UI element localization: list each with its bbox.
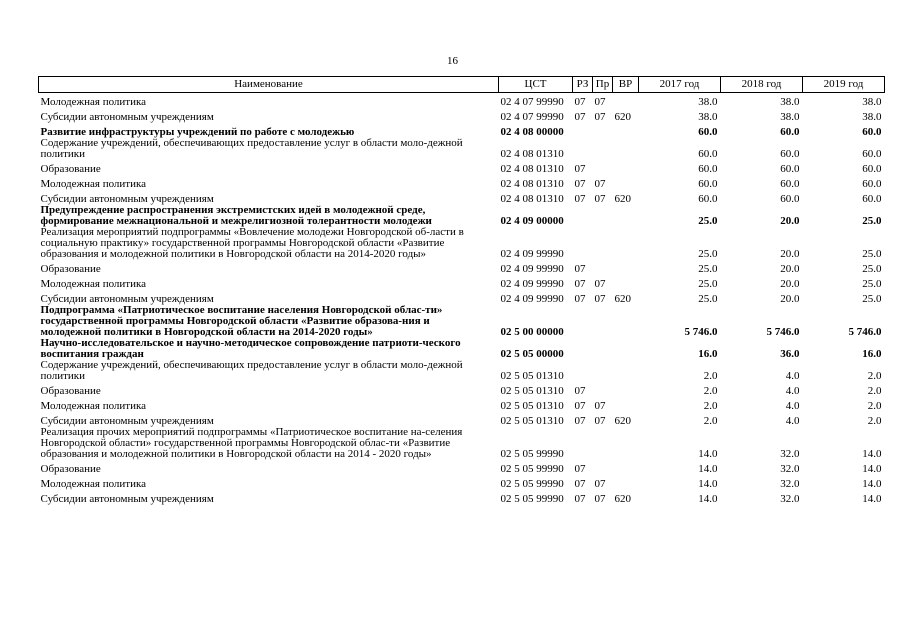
row-value-2019: 16.0 — [862, 347, 882, 360]
budget-table — [38, 76, 885, 505]
table-row — [39, 227, 885, 260]
row-vr: 620 — [614, 414, 631, 427]
row-value-2018: 32.0 — [780, 462, 800, 475]
row-rz: 07 — [574, 384, 586, 397]
row-pr: 07 — [594, 177, 606, 190]
header-name: Наименование — [39, 77, 499, 93]
row-value-2017: 2.0 — [703, 414, 718, 427]
table-row — [39, 175, 885, 190]
row-vr — [613, 427, 639, 460]
row-value-2017: 25.0 — [698, 247, 718, 260]
row-value-2017: 60.0 — [698, 125, 718, 138]
row-pr — [593, 382, 613, 397]
row-name: Молодежная политика — [40, 95, 147, 108]
row-value-2018: 60.0 — [780, 177, 800, 190]
table-row — [39, 93, 885, 108]
row-value-2018: 60.0 — [780, 192, 800, 205]
row-cst: 02 4 07 99990 — [500, 95, 564, 108]
row-value-2017: 60.0 — [698, 162, 718, 175]
row-rz: 07 — [574, 162, 586, 175]
row-rz — [573, 338, 593, 360]
row-value-2018: 4.0 — [785, 369, 800, 382]
row-vr — [613, 382, 639, 397]
row-vr — [613, 275, 639, 290]
row-vr — [613, 360, 639, 382]
header-2019: 2019 год — [803, 77, 885, 93]
header-rz: РЗ — [573, 77, 593, 93]
row-value-2019: 25.0 — [862, 262, 882, 275]
row-cst: 02 4 07 99990 — [500, 110, 564, 123]
row-rz — [573, 360, 593, 382]
row-pr — [593, 460, 613, 475]
row-rz: 07 — [574, 277, 586, 290]
row-value-2018: 32.0 — [780, 492, 800, 505]
table-row — [39, 460, 885, 475]
row-value-2018: 20.0 — [780, 262, 800, 275]
row-value-2017: 14.0 — [698, 492, 718, 505]
row-value-2017: 60.0 — [698, 147, 718, 160]
row-cst: 02 5 05 01310 — [500, 414, 564, 427]
header-2017: 2017 год — [639, 77, 721, 93]
row-value-2018: 32.0 — [780, 477, 800, 490]
row-value-2017: 2.0 — [703, 369, 718, 382]
row-value-2017: 25.0 — [698, 214, 718, 227]
row-rz: 07 — [574, 399, 586, 412]
table-row — [39, 160, 885, 175]
row-pr — [593, 123, 613, 138]
row-pr: 07 — [594, 492, 606, 505]
row-rz — [573, 305, 593, 338]
row-name: Образование — [40, 162, 101, 175]
row-name: Субсидии автономным учреждениям — [40, 292, 214, 305]
row-rz: 07 — [574, 110, 586, 123]
row-value-2018: 36.0 — [780, 347, 800, 360]
row-rz: 07 — [574, 462, 586, 475]
row-pr — [593, 338, 613, 360]
row-cst: 02 5 05 99990 — [500, 447, 564, 460]
row-rz — [573, 227, 593, 260]
page-number: 16 — [447, 55, 458, 67]
row-vr — [613, 175, 639, 190]
row-rz — [573, 123, 593, 138]
row-value-2019: 38.0 — [862, 110, 882, 123]
row-value-2017: 14.0 — [698, 447, 718, 460]
row-vr — [613, 160, 639, 175]
row-pr — [593, 360, 613, 382]
row-vr — [613, 460, 639, 475]
row-pr — [593, 205, 613, 227]
row-value-2018: 4.0 — [785, 414, 800, 427]
row-cst: 02 5 05 01310 — [500, 369, 564, 382]
row-vr — [613, 397, 639, 412]
row-cst: 02 5 05 99990 — [500, 462, 564, 475]
row-cst: 02 5 05 01310 — [500, 384, 564, 397]
row-vr: 620 — [614, 292, 631, 305]
row-value-2018: 38.0 — [780, 110, 800, 123]
table-row — [39, 427, 885, 460]
row-cst: 02 5 05 01310 — [500, 399, 564, 412]
table-row — [39, 382, 885, 397]
row-name: Субсидии автономным учреждениям — [40, 492, 214, 505]
row-value-2019: 2.0 — [867, 384, 882, 397]
row-name: Предупреждение распространения экстремистских идей в молодежной среде, формирование межнациональной и межрелигиозной толерантности молодежи — [40, 203, 432, 227]
row-cst: 02 4 08 00000 — [500, 125, 564, 138]
row-vr — [613, 260, 639, 275]
header-vr: ВР — [613, 77, 639, 93]
row-vr: 620 — [614, 492, 631, 505]
row-cst: 02 4 08 01310 — [500, 177, 564, 190]
row-name: Подпрограмма «Патриотическое воспитание населения Новгородской облас-ти» государственной программы Новгородской области «Развитие образова-ния и молодежной политики в Новгородской области на 2014-2020 годы» — [40, 303, 443, 338]
row-pr: 07 — [594, 477, 606, 490]
row-pr — [593, 427, 613, 460]
row-value-2019: 25.0 — [862, 277, 882, 290]
row-value-2017: 25.0 — [698, 277, 718, 290]
row-value-2018: 4.0 — [785, 399, 800, 412]
row-value-2017: 38.0 — [698, 110, 718, 123]
row-name: Молодежная политика — [40, 477, 147, 490]
row-rz: 07 — [574, 477, 586, 490]
table-row — [39, 108, 885, 123]
row-rz — [573, 427, 593, 460]
row-value-2019: 14.0 — [862, 477, 882, 490]
table-body — [39, 93, 885, 505]
row-vr: 620 — [614, 192, 631, 205]
row-cst: 02 4 08 01310 — [500, 162, 564, 175]
row-rz: 07 — [574, 177, 586, 190]
row-vr — [613, 205, 639, 227]
table-row — [39, 397, 885, 412]
row-vr — [613, 227, 639, 260]
row-name: Молодежная политика — [40, 177, 147, 190]
row-pr: 07 — [594, 95, 606, 108]
row-value-2017: 2.0 — [703, 384, 718, 397]
table-row — [39, 205, 885, 227]
row-value-2018: 20.0 — [780, 247, 800, 260]
row-pr: 07 — [594, 414, 606, 427]
row-value-2017: 16.0 — [698, 347, 718, 360]
row-value-2019: 2.0 — [867, 399, 882, 412]
row-value-2018: 20.0 — [780, 214, 800, 227]
row-rz: 07 — [574, 262, 586, 275]
row-cst: 02 4 09 00000 — [500, 214, 564, 227]
row-rz: 07 — [574, 292, 586, 305]
row-value-2019: 5 746.0 — [848, 325, 882, 338]
row-value-2017: 5 746.0 — [684, 325, 718, 338]
table-row — [39, 260, 885, 275]
row-value-2017: 38.0 — [698, 95, 718, 108]
table-row — [39, 360, 885, 382]
row-name: Образование — [40, 384, 101, 397]
table-header-row — [39, 77, 885, 93]
row-value-2018: 60.0 — [780, 147, 800, 160]
row-pr: 07 — [594, 277, 606, 290]
row-value-2019: 14.0 — [862, 462, 882, 475]
row-name: Образование — [40, 462, 101, 475]
row-name: Научно-исследовательское и научно-методическое сопровождение патриоти-ческого воспитания граждан — [40, 336, 461, 360]
row-rz: 07 — [574, 492, 586, 505]
row-pr: 07 — [594, 192, 606, 205]
table-row — [39, 490, 885, 505]
row-value-2019: 25.0 — [862, 292, 882, 305]
row-pr — [593, 260, 613, 275]
row-cst: 02 5 00 00000 — [500, 325, 564, 338]
table-row — [39, 138, 885, 160]
row-cst: 02 4 09 99990 — [500, 292, 564, 305]
row-pr: 07 — [594, 399, 606, 412]
row-value-2019: 60.0 — [862, 125, 882, 138]
row-value-2018: 5 746.0 — [766, 325, 800, 338]
header-pr: Пр — [593, 77, 613, 93]
row-vr — [613, 338, 639, 360]
row-vr — [613, 475, 639, 490]
row-cst: 02 4 08 01310 — [500, 147, 564, 160]
header-cst: ЦСТ — [499, 77, 573, 93]
row-vr — [613, 138, 639, 160]
row-name: Образование — [40, 262, 101, 275]
row-value-2017: 25.0 — [698, 292, 718, 305]
row-name: Молодежная политика — [40, 277, 147, 290]
row-value-2017: 2.0 — [703, 399, 718, 412]
row-name: Содержание учреждений, обеспечивающих предоставление услуг в области моло-дежной политики — [40, 358, 463, 382]
row-name: Субсидии автономным учреждениям — [40, 110, 214, 123]
row-name: Молодежная политика — [40, 399, 147, 412]
row-vr: 620 — [614, 110, 631, 123]
row-cst: 02 5 05 99990 — [500, 477, 564, 490]
table-row — [39, 305, 885, 338]
row-pr — [593, 138, 613, 160]
row-value-2018: 32.0 — [780, 447, 800, 460]
row-rz: 07 — [574, 192, 586, 205]
row-pr — [593, 305, 613, 338]
row-name: Субсидии автономным учреждениям — [40, 192, 214, 205]
row-value-2019: 38.0 — [862, 95, 882, 108]
row-value-2018: 20.0 — [780, 292, 800, 305]
row-cst: 02 5 05 00000 — [500, 347, 564, 360]
row-cst: 02 5 05 99990 — [500, 492, 564, 505]
row-rz — [573, 138, 593, 160]
row-name: Развитие инфраструктуры учреждений по работе с молодежью — [40, 125, 355, 138]
row-pr: 07 — [594, 110, 606, 123]
row-name: Субсидии автономным учреждениям — [40, 414, 214, 427]
table-row — [39, 275, 885, 290]
row-rz — [573, 205, 593, 227]
row-rz: 07 — [574, 414, 586, 427]
row-value-2019: 60.0 — [862, 192, 882, 205]
table-row — [39, 123, 885, 138]
row-value-2018: 4.0 — [785, 384, 800, 397]
row-value-2018: 60.0 — [780, 125, 800, 138]
row-value-2018: 20.0 — [780, 277, 800, 290]
row-value-2019: 60.0 — [862, 177, 882, 190]
row-value-2019: 60.0 — [862, 162, 882, 175]
table-row — [39, 338, 885, 360]
row-value-2019: 25.0 — [862, 214, 882, 227]
row-cst: 02 4 09 99990 — [500, 277, 564, 290]
row-value-2019: 14.0 — [862, 447, 882, 460]
row-vr — [613, 305, 639, 338]
row-name: Содержание учреждений, обеспечивающих предоставление услуг в области моло-дежной политики — [40, 136, 463, 160]
row-cst: 02 4 09 99990 — [500, 247, 564, 260]
row-cst: 02 4 08 01310 — [500, 192, 564, 205]
row-pr: 07 — [594, 292, 606, 305]
row-value-2017: 60.0 — [698, 177, 718, 190]
row-vr — [613, 93, 639, 108]
row-name: Реализация мероприятий подпрограммы «Вовлечение молодежи Новгородской об-ласти в социальную практику» государственной программы Новгородской области «Развитие образования и молодежной политики в Новгородской области на 2014-2020 годы» — [40, 225, 464, 260]
row-value-2019: 14.0 — [862, 492, 882, 505]
table-row — [39, 190, 885, 205]
row-rz: 07 — [574, 95, 586, 108]
row-value-2019: 60.0 — [862, 147, 882, 160]
table-row — [39, 412, 885, 427]
row-value-2017: 14.0 — [698, 462, 718, 475]
row-cst: 02 4 09 99990 — [500, 262, 564, 275]
row-value-2019: 2.0 — [867, 369, 882, 382]
header-2018: 2018 год — [721, 77, 803, 93]
table-row — [39, 475, 885, 490]
row-value-2018: 38.0 — [780, 95, 800, 108]
row-value-2019: 2.0 — [867, 414, 882, 427]
row-value-2017: 60.0 — [698, 192, 718, 205]
table-row — [39, 290, 885, 305]
row-name: Реализация прочих мероприятий подпрограммы «Патриотическое воспитание на-селения Новгородской области» государственной программы Новгородской облас-ти «Развитие образования и молодежной политики в Новгородской области на 2014 - 2020 годы» — [40, 425, 463, 460]
row-pr — [593, 160, 613, 175]
row-value-2017: 14.0 — [698, 477, 718, 490]
row-vr — [613, 123, 639, 138]
row-value-2017: 25.0 — [698, 262, 718, 275]
row-value-2018: 60.0 — [780, 162, 800, 175]
row-pr — [593, 227, 613, 260]
row-value-2019: 25.0 — [862, 247, 882, 260]
